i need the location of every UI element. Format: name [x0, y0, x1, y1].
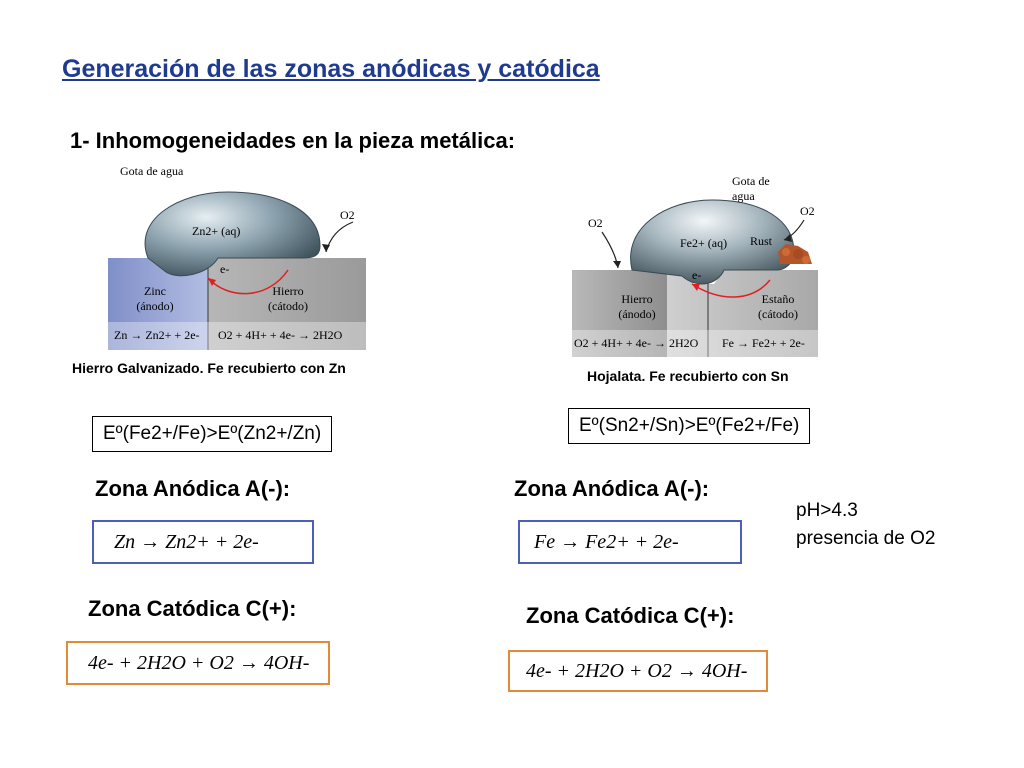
left-cathodic-title: Zona Catódica C(+):: [88, 596, 297, 621]
left-cathodic-equation: 4e- + 2H2O + O2 → 4OH-: [88, 652, 310, 674]
anode-reaction: Zn → Zn2+ + 2e-: [114, 328, 200, 342]
cathode-reaction: Fe → Fe2+ + 2e-: [722, 336, 805, 350]
right-potential-text: Eº(Sn2+/Sn)>Eº(Fe2+/Fe): [579, 415, 800, 436]
right-cathodic-equation: 4e- + 2H2O + O2 → 4OH-: [526, 660, 748, 682]
cathode-label: Estaño (cátodo): [758, 292, 798, 321]
o2-right-label: O2: [800, 204, 815, 218]
o2-label: O2: [340, 208, 355, 222]
left-anodic-equation: Zn → Zn2+ + 2e-: [114, 531, 259, 553]
ion-label: Fe2+ (aq): [680, 236, 728, 250]
left-potential-box: [92, 416, 332, 452]
right-caption: Hojalata. Fe recubierto con Sn: [587, 368, 789, 384]
ph-condition: pH>4.3: [796, 500, 858, 521]
section-heading: 1- Inhomogeneidades en la pieza metálica:: [70, 128, 516, 153]
galvanized-iron-diagram: [108, 160, 366, 350]
o2-left-label: O2: [588, 216, 603, 230]
ion-label: Zn2+ (aq): [192, 224, 241, 238]
left-anodic-title: Zona Anódica A(-):: [95, 476, 291, 501]
right-potential-box: [568, 408, 810, 444]
drop-label: Gota de agua: [732, 174, 770, 203]
page-title: Generación de las zonas anódicas y catódica: [62, 55, 600, 83]
right-cathodic-title: Zona Catódica C(+):: [526, 603, 735, 628]
left-cathodic-equation-box: [66, 641, 330, 685]
left-potential-text: Eº(Fe2+/Fe)>Eº(Zn2+/Zn): [103, 423, 322, 444]
anode-reaction: O2 + 4H+ + 4e- → 2H2O: [574, 336, 699, 350]
tinplate-diagram: [572, 172, 818, 357]
right-anodic-title: Zona Anódica A(-):: [514, 476, 710, 501]
oxygen-condition: presencia de O2: [796, 528, 936, 549]
rust-label: Rust: [750, 234, 773, 248]
electron-label: e-: [220, 262, 230, 276]
drop-label: Gota de agua: [120, 164, 184, 178]
cathode-reaction: O2 + 4H+ + 4e- → 2H2O: [218, 328, 343, 342]
electron-label: e-: [692, 268, 702, 282]
anode-label: Hierro (ánodo): [618, 292, 656, 321]
right-anodic-equation-box: [518, 520, 742, 564]
right-cathodic-equation-box: [508, 650, 768, 692]
left-caption: Hierro Galvanizado. Fe recubierto con Zn: [72, 360, 346, 376]
cathode-label: Hierro (cátodo): [268, 284, 308, 313]
left-anodic-equation-box: [92, 520, 314, 564]
anode-label: Zinc (ánodo): [136, 284, 174, 313]
right-anodic-equation: Fe → Fe2+ + 2e-: [534, 531, 679, 553]
galvanized-iron-illustration: [108, 160, 366, 350]
